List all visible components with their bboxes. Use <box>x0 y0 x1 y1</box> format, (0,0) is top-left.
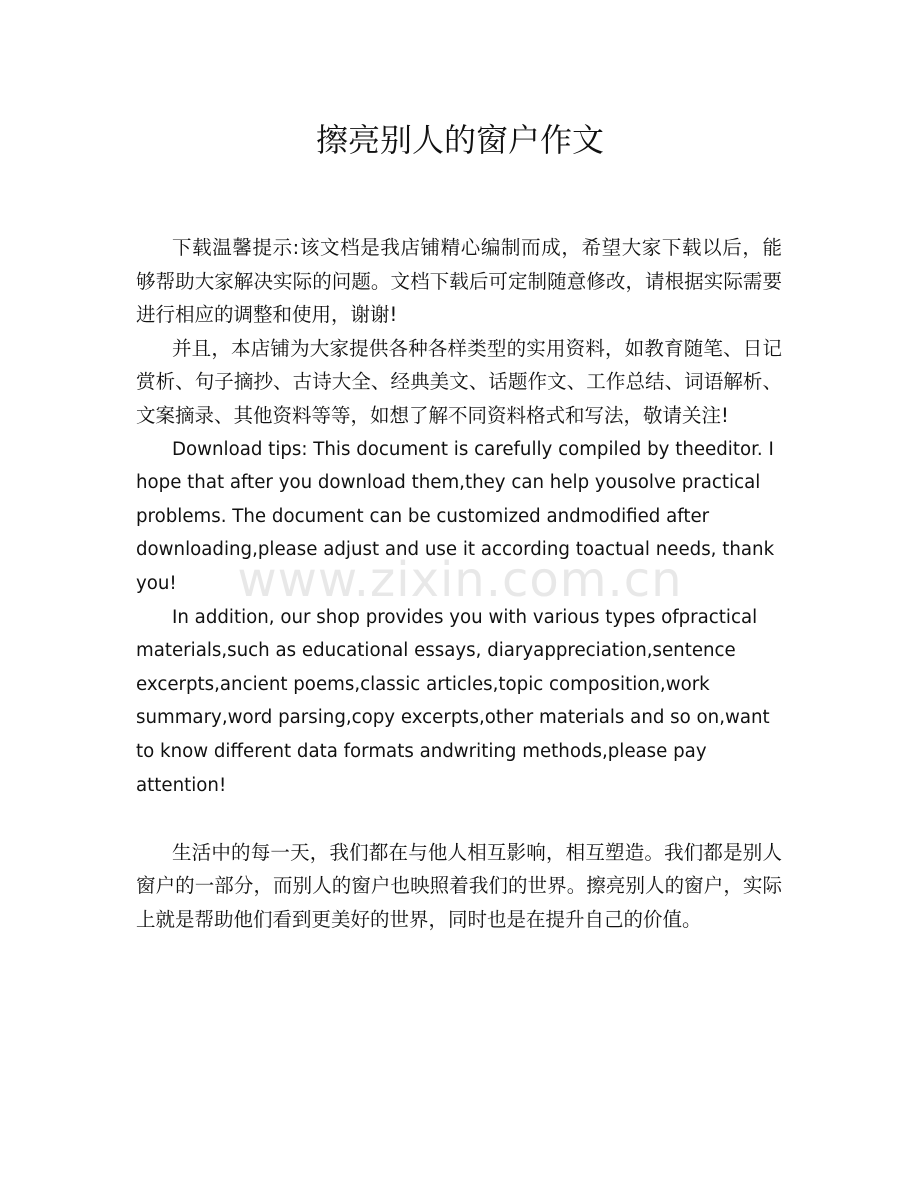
document-body <box>136 231 782 936</box>
paragraph-spacer <box>136 802 782 836</box>
watermark: www.zixin.com.cn <box>237 552 683 608</box>
paragraph-download-tip-cn: 下载温馨提示:该文档是我店铺精心编制而成，希望大家下载以后，能够帮助大家解决实际的问题。文档下载后可定制随意修改，请根据实际需要进行相应的调整和使用，谢谢! <box>136 236 782 327</box>
paragraph-essay-body: 生活中的每一天，我们都在与他人相互影响，相互塑造。我们都是别人窗户的一部分，而别人的窗户也映照着我们的世界。擦亮别人的窗户，实际上就是帮助他们看到更美好的世界，同时也是在提升自己的价值。 <box>136 840 782 931</box>
paragraph-shop-info-cn: 并且，本店铺为大家提供各种各样类型的实用资料，如教育随笔、日记赏析、句子摘抄、古诗大全、经典美文、话题作文、工作总结、词语解析、文案摘录、其他资料等等，如想了解不同资料格式和写法，敬请关注! <box>136 336 782 427</box>
paragraph-download-tip-en: Download tips: This document is carefully compiled by theeditor. I hope that after you download them,they can help yousolve practical problems. The document can be customized andmodified after downloading,please adjust and use it according toactual needs, thank you! <box>136 438 775 594</box>
paragraph-shop-info-en: In addition, our shop provides you with various types ofpractical materials,such as educational essays, diaryappreciation,sentence excerpts,ancient poems,classic articles,topic composition,work summary,word parsing,copy excerpts,other materials and so on,want to know different data formats andwriting methods,please pay attention! <box>136 606 770 796</box>
document-title: 擦亮别人的窗户作文 <box>315 121 604 159</box>
